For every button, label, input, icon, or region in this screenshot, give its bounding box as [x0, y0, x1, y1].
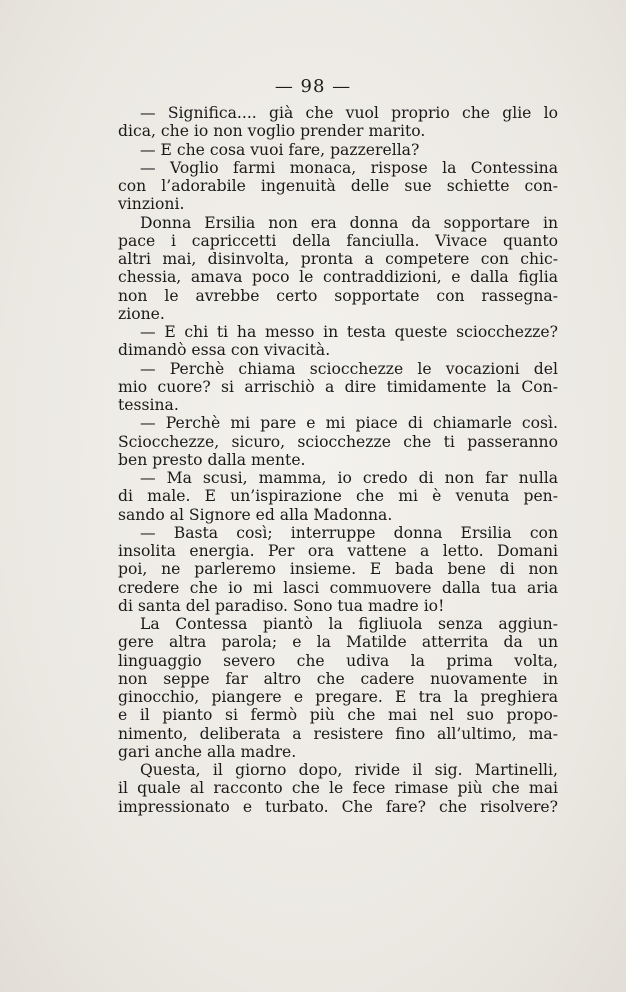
text-line: gari anche alla madre.: [118, 742, 297, 761]
body-text: [118, 104, 558, 816]
text-line: La Contessa piantò la figliuola senza aggiun-: [140, 615, 558, 633]
text-line: Questa, il giorno dopo, rivide il sig. Martinelli,: [140, 761, 558, 779]
text-line: nimento, deliberata a resistere fino all’ultimo, ma-: [118, 724, 558, 743]
text-line: — Perchè chiama sciocchezze le vocazioni del: [140, 359, 558, 378]
text-line: credere che io mi lasci commuovere dalla tua aria: [118, 578, 558, 597]
text-line: poi, ne parleremo insieme. E bada bene di non: [118, 560, 558, 579]
text-line: dimandò essa con vivacità.: [118, 341, 331, 360]
text-line: chessia, amava poco le contraddizioni, e dalla figlia: [118, 268, 558, 287]
text-line: non seppe far altro che cadere nuovamente in: [118, 669, 558, 688]
page-number: — 98 —: [274, 76, 352, 97]
text-line: — Basta così; interruppe donna Ersilia con: [140, 523, 558, 542]
text-line: tessina.: [118, 396, 179, 414]
text-line: — Significa.... già che vuol proprio che glie lo: [140, 104, 558, 122]
text-line: Donna Ersilia non era donna da sopportare in: [140, 213, 558, 232]
text-line: Sciocchezze, sicuro, sciocchezze che ti passeranno: [118, 432, 558, 451]
text-line: e il pianto si fermò più che mai nel suo propo-: [118, 706, 558, 725]
text-line: pace i capriccetti della fanciulla. Vivace quanto: [118, 231, 558, 250]
text-line: — Voglio farmi monaca, rispose la Contessina: [140, 158, 558, 177]
text-line: vinzioni.: [118, 195, 185, 214]
text-line: ben presto dalla mente.: [118, 450, 306, 469]
text-line: impressionato e turbato. Che fare? che risolvere?: [118, 797, 558, 816]
text-line: — Ma scusi, mamma, io credo di non far nulla: [140, 469, 558, 487]
text-line: insolita energia. Per ora vattene a letto. Domani: [118, 542, 558, 560]
text-line: dica, che io non voglio prender marito.: [118, 122, 426, 141]
text-line: di male. E un’ispirazione che mi è venuta pen-: [118, 487, 558, 506]
text-line: mio cuore? si arrischiò a dire timidamente la Con-: [118, 377, 558, 396]
text-line: — Perchè mi pare e mi piace di chiamarle così.: [140, 414, 558, 433]
text-line: linguaggio severo che udiva la prima volta,: [118, 651, 558, 670]
text-line: — E chi ti ha messo in testa queste sciocchezze?: [140, 323, 558, 341]
text-line: — E che cosa vuoi fare, pazzerella?: [140, 140, 420, 159]
text-line: di santa del paradiso. Sono tua madre io!: [118, 596, 445, 615]
text-line: con l’adorabile ingenuità delle sue schiette con-: [118, 177, 558, 195]
text-line: ginocchio, piangere e pregare. E tra la preghiera: [118, 688, 558, 706]
text-line: il quale al racconto che le fece rimase più che mai: [118, 779, 558, 798]
text-line: altri mai, disinvolta, pronta a competere con chic-: [118, 250, 558, 268]
text-line: non le avrebbe certo sopportate con rassegna-: [118, 286, 558, 305]
text-line: zione.: [118, 304, 165, 323]
text-line: sando al Signore ed alla Madonna.: [118, 505, 393, 524]
text-line: gere altra parola; e la Matilde atterrita da un: [118, 633, 558, 652]
